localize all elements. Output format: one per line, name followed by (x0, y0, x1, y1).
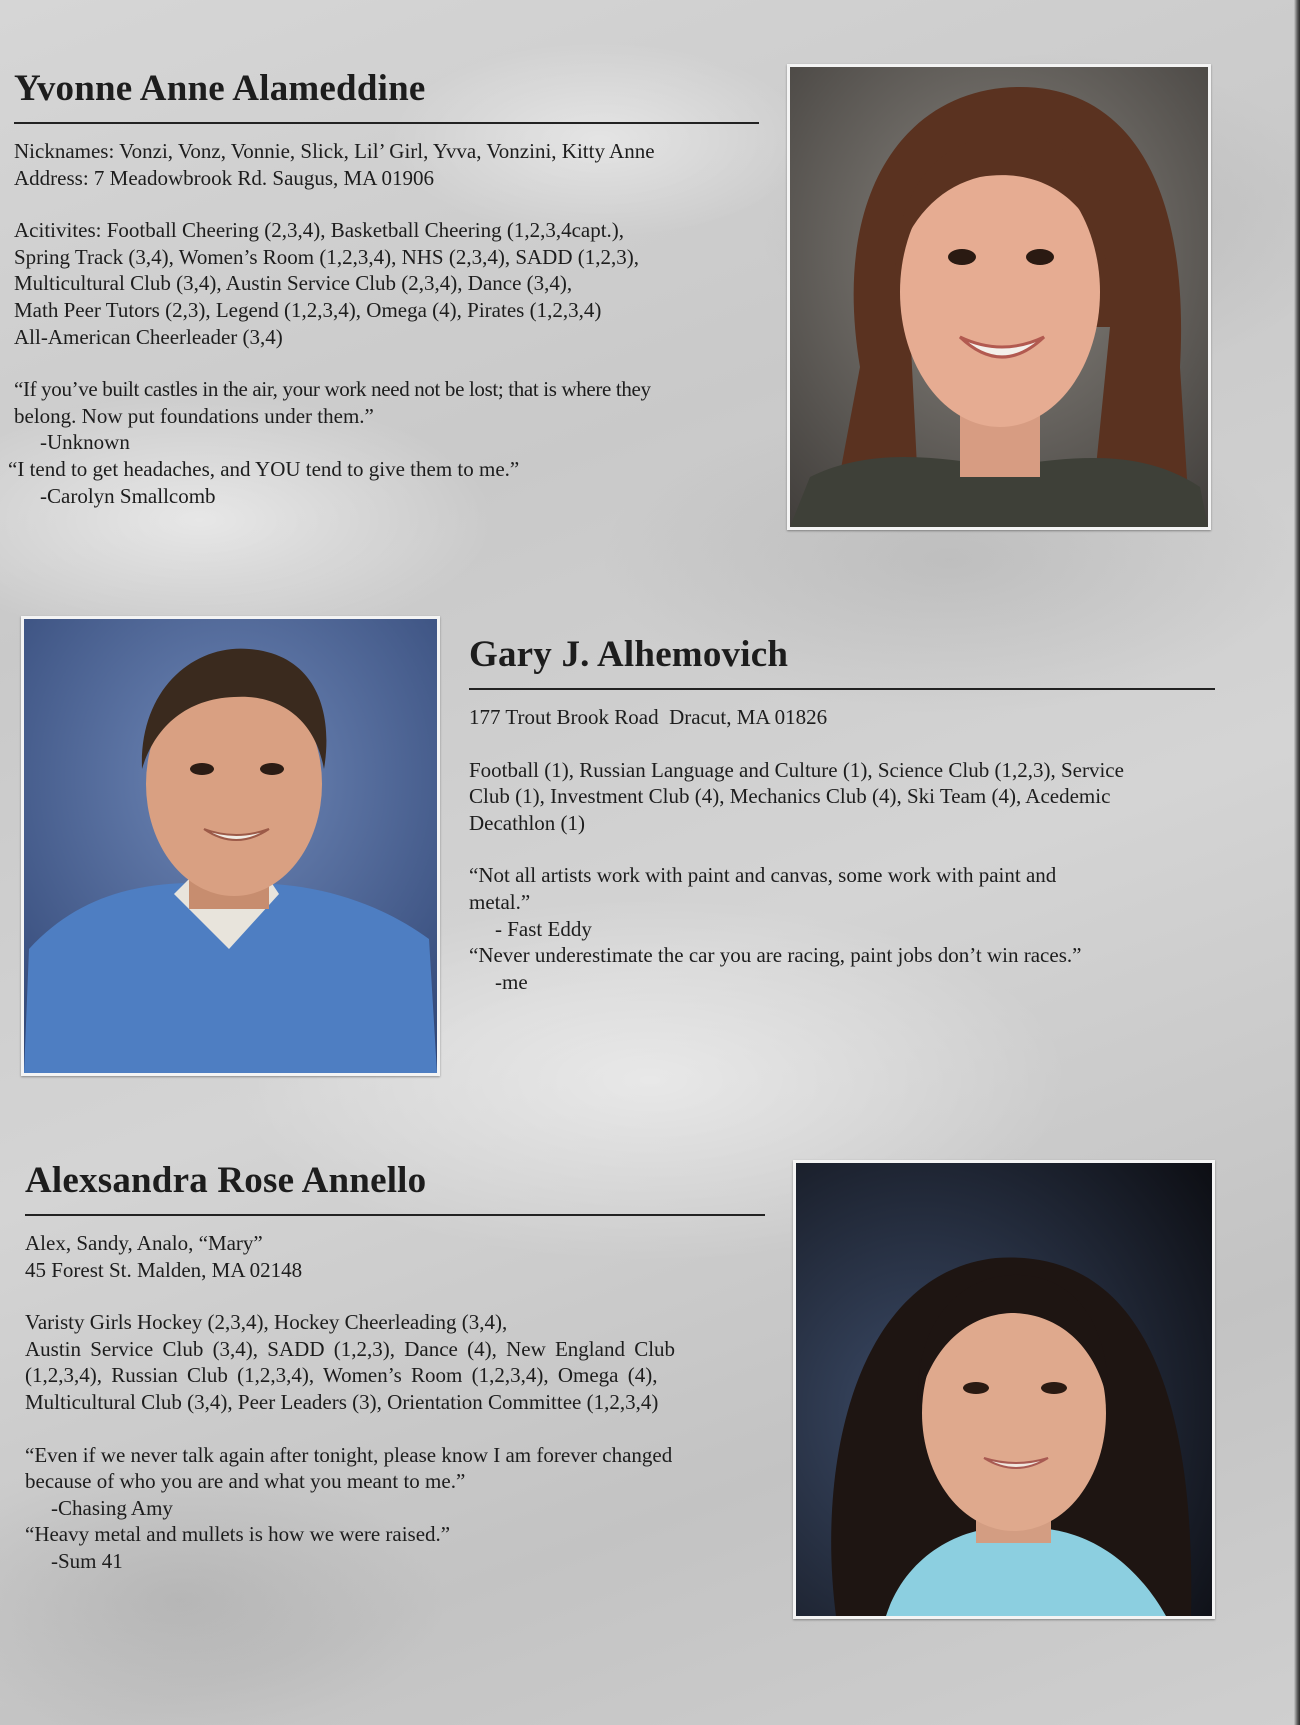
quote-line: because of who you are and what you meant to me.” (25, 1469, 466, 1494)
activities-line: All-American Cheerleader (3,4) (14, 324, 283, 349)
activities-line: (1,2,3,4), Russian Club (1,2,3,4), Women’s Room (1,2,3,4), Omega (4), (25, 1363, 658, 1388)
activities-line: Spring Track (3,4), Women’s Room (1,2,3,4), NHS (2,3,4), SADD (1,2,3), (14, 244, 639, 269)
nicknames: Nicknames: Vonzi, Vonz, Vonnie, Slick, Lil’ Girl, Yvva, Vonzini, Kitty Anne (14, 139, 655, 163)
student-name: Alexsandra Rose Annello (25, 1160, 427, 1201)
quote-line: “If you’ve built castles in the air, your work need not be lost; that is where they (14, 377, 651, 402)
senior-profile-alhemovich (469, 633, 1221, 995)
quote-line: metal.” (469, 889, 531, 914)
quote-line: “Not all artists work with paint and canvas, some work with paint and (469, 863, 1057, 888)
quote-line: “Heavy metal and mullets is how we were raised.” (25, 1522, 451, 1547)
quote-line: “I tend to get headaches, and YOU tend to give them to me.” (8, 456, 520, 481)
address: 45 Forest St. Malden, MA 02148 (25, 1257, 303, 1282)
quote-attribution: -Chasing Amy (51, 1495, 173, 1520)
student-name: Gary J. Alhemovich (469, 634, 789, 675)
quote-line: “Never underestimate the car you are racing, paint jobs don’t win races.” (469, 943, 1082, 968)
activities-line: Club (1), Investment Club (4), Mechanics Club (4), Ski Team (4), Acedemic (469, 784, 1111, 809)
address: 177 Trout Brook Road Dracut, MA 01826 (469, 705, 828, 729)
activities-line: Football (1), Russian Language and Culture (1), Science Club (1,2,3), Service (469, 757, 1124, 782)
activities-line: Austin Service Club (3,4), SADD (1,2,3), Dance (4), New England Club (25, 1336, 676, 1361)
activities-line: Decathlon (1) (469, 810, 586, 835)
activities-line: Multicultural Club (3,4), Peer Leaders (3), Orientation Committee (1,2,3,4) (25, 1389, 659, 1414)
student-portrait-photo (793, 1160, 1215, 1619)
student-portrait-photo (787, 64, 1211, 530)
senior-profile-annello (25, 1159, 765, 1575)
portrait-image (790, 67, 1208, 527)
activities-line: Varisty Girls Hockey (2,3,4), Hockey Cheerleading (3,4), (25, 1310, 508, 1335)
portrait-image (796, 1163, 1212, 1616)
quote-attribution: - Fast Eddy (495, 916, 592, 941)
quote-line: belong. Now put foundations under them.” (14, 403, 374, 428)
senior-profile-alameddine (8, 67, 759, 509)
quote-attribution: -Sum 41 (51, 1548, 123, 1573)
page-binding-edge (1294, 0, 1300, 1725)
quote-attribution: -Carolyn Smallcomb (40, 483, 216, 508)
quote-attribution: -me (495, 969, 528, 994)
quote-attribution: -Unknown (40, 430, 130, 455)
activities-line: Acitivites: Football Cheering (2,3,4), Basketball Cheering (1,2,3,4capt.), (14, 218, 625, 243)
student-portrait-photo (21, 616, 440, 1076)
activities-line: Math Peer Tutors (2,3), Legend (1,2,3,4), Omega (4), Pirates (1,2,3,4) (14, 297, 602, 322)
quote-line: “Even if we never talk again after tonight, please know I am forever changed (25, 1442, 673, 1467)
student-name: Yvonne Anne Alameddine (14, 68, 426, 109)
address: Address: 7 Meadowbrook Rd. Saugus, MA 01906 (14, 165, 434, 190)
portrait-image (24, 619, 437, 1073)
activities-line: Multicultural Club (3,4), Austin Service Club (2,3,4), Dance (3,4), (14, 271, 573, 296)
nicknames: Alex, Sandy, Analo, “Mary” (25, 1231, 263, 1255)
